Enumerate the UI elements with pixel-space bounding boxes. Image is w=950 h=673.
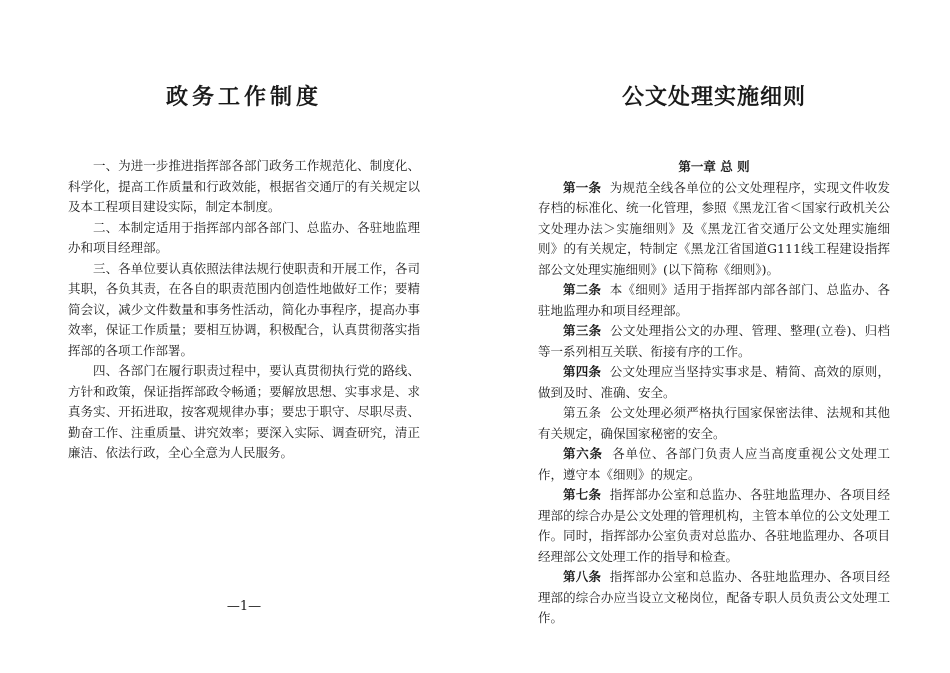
article-7 bbox=[538, 485, 890, 567]
article-text: 指挥部办公室和总监办、各驻地监理办、各项目经理部的综合办是公文处理的管理机构，主管本单位的公文处理工作。同时，指挥部办公室负责对总监办、各驻地监理办、各项目经理部公文处理工作的指导和检查。 bbox=[538, 487, 890, 564]
article-text: 公文处理必须严格执行国家保密法律、法规和其他有关规定，确保国家秘密的安全。 bbox=[538, 405, 890, 441]
article-text: 为规范全线各单位的公文处理程序，实现文件收发存档的标准化、统一化管理，参照《黑龙江省＜国家行政机关公文处理办法＞实施细则》及《黑龙江省交通厅公文处理实施细则》的有关规定，特制定《黑龙江省国道G111线工程建设指挥部公文处理实施细则》(以下简称《细则》)。 bbox=[538, 179, 890, 277]
page-number: —1— bbox=[226, 599, 262, 614]
chapter-heading: 第一章 总 则 bbox=[678, 159, 750, 174]
article-label: 第三条 bbox=[563, 323, 602, 338]
left-page-title: 政务工作制度 bbox=[165, 84, 322, 110]
right-page-title: 公文处理实施细则 bbox=[621, 84, 806, 110]
article-text: 本《细则》适用于指挥部内部各部门、总监办、各驻地监理办和项目经理部。 bbox=[538, 282, 890, 318]
left-paragraph-2: 二、本制定适用于指挥部内部各部门、总监办、各驻地监理办和项目经理部。 bbox=[68, 219, 420, 255]
article-2 bbox=[538, 280, 890, 321]
right-page bbox=[538, 0, 890, 673]
article-label: 第二条 bbox=[563, 282, 602, 297]
article-label: 第四条 bbox=[563, 364, 602, 379]
left-page-body bbox=[68, 156, 420, 464]
article-text: 公文处理指公文的办理、管理、整理(立卷)、归档等一系列相互关联、衔接有序的工作。 bbox=[538, 323, 890, 359]
article-label: 第一条 bbox=[563, 179, 602, 195]
article-text: 指挥部办公室和总监办、各驻地监理办、各项目经理部的综合办应当设立文秘岗位，配备专职人员负责公文处理工作。 bbox=[538, 569, 890, 625]
article-4 bbox=[538, 362, 890, 403]
article-text: 公文处理应当坚持实事求是、精简、高效的原则，做到及时、准确、安全。 bbox=[538, 364, 890, 400]
article-label: 第六条 bbox=[563, 446, 603, 461]
left-paragraph-3: 三、各单位要认真依照法律法规行使职责和开展工作，各司其职，各负其责，在各自的职责范围内创造性地做好工作；要精简会议，减少文件数量和事务性活动，简化办事程序，提高办事效率，保证工作质量；要相互协调，积极配合，认真贯彻落实指挥部的各项工作部署。 bbox=[68, 260, 420, 358]
article-1 bbox=[538, 178, 890, 281]
article-5 bbox=[538, 403, 890, 444]
left-page bbox=[68, 0, 420, 673]
article-label: 第五条 bbox=[563, 405, 602, 420]
article-8 bbox=[538, 567, 890, 629]
right-page-body bbox=[538, 157, 890, 629]
left-paragraph-1: 一、为进一步推进指挥部各部门政务工作规范化、制度化、科学化，提高工作质量和行政效能，根据省交通厅的有关规定以及本工程项目建设实际，制定本制度。 bbox=[68, 158, 420, 214]
article-text: 各单位、各部门负责人应当高度重视公文处理工作，遵守本《细则》的规定。 bbox=[538, 446, 890, 482]
article-6 bbox=[538, 444, 890, 485]
article-label: 第八条 bbox=[563, 569, 602, 584]
left-paragraph-4: 四、各部门在履行职责过程中，要认真贯彻执行党的路线、方针和政策，保证指挥部政令畅通；要解放思想、实事求是、求真务实、开拓进取，按客观规律办事；要忠于职守、尽职尽责、勤奋工作、注重质量、讲究效率；要深入实际、调查研究，清正廉洁、依法行政，全心全意为人民服务。 bbox=[68, 363, 420, 460]
article-label: 第七条 bbox=[563, 487, 602, 502]
article-3 bbox=[538, 321, 890, 362]
